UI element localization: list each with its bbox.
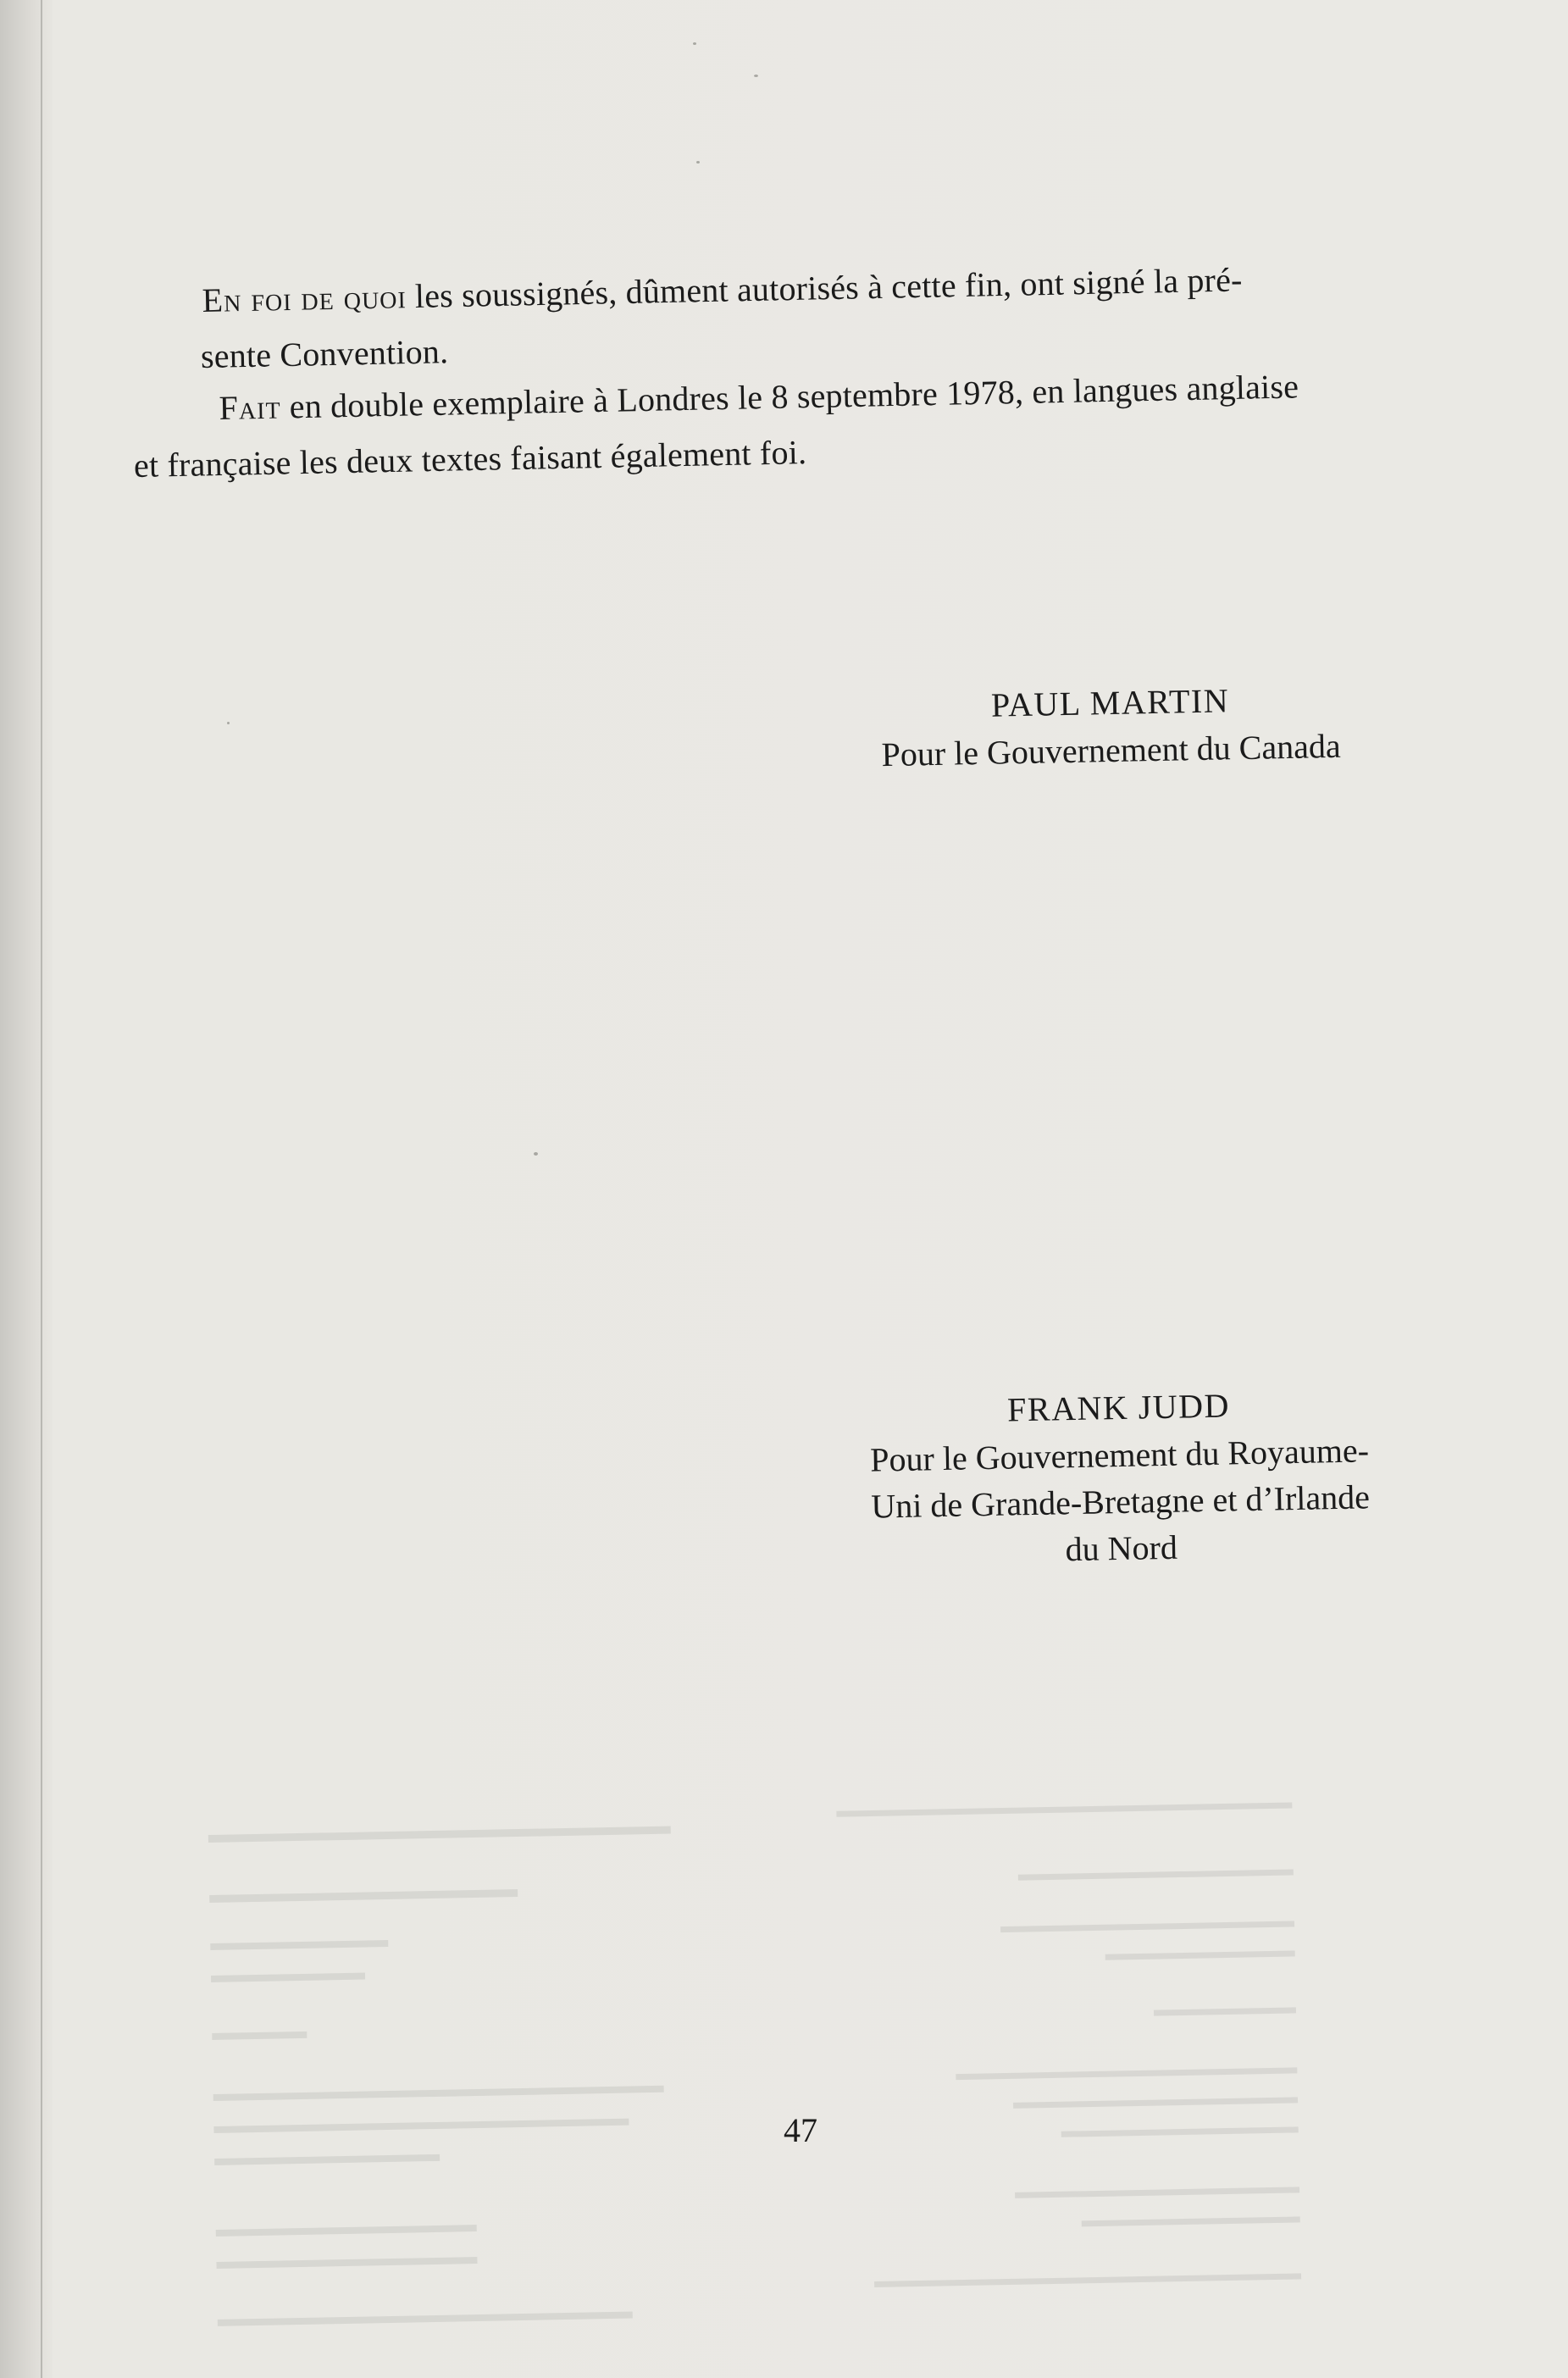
- signature-block-canada: [813, 673, 1408, 779]
- execution-line-2: et française les deux textes faisant également foi.: [133, 433, 807, 485]
- signatory-capacity: Pour le Gouvernement du Canada: [881, 726, 1342, 774]
- testimonium-lead: En foi de quoi: [202, 277, 407, 319]
- signatory-name: FRANK JUDD: [1006, 1386, 1231, 1429]
- testimonium-line-2: sente Convention.: [200, 332, 449, 376]
- execution-lead: Fait: [219, 387, 281, 427]
- testimonium-line-1: les soussignés, dûment autorisés à cette fin, ont signé la pré-: [406, 260, 1243, 316]
- page-number: 47: [784, 2111, 817, 2149]
- signature-block-united-kingdom: [813, 1378, 1427, 1577]
- paper-speck: [227, 722, 230, 724]
- execution-paragraph: [133, 356, 1440, 492]
- show-through-left-column: [208, 1795, 811, 2326]
- show-through-right-column: [817, 1785, 1301, 2288]
- paper-speck: [534, 1152, 538, 1156]
- paper-speck: [696, 161, 700, 164]
- signatory-capacity-line-3: du Nord: [1065, 1527, 1178, 1569]
- signatory-name: PAUL MARTIN: [990, 681, 1230, 724]
- paper-speck: [754, 75, 758, 77]
- signatory-capacity-line-2: Uni de Grande-Bretagne et d’Irlande: [870, 1477, 1371, 1526]
- paper-speck: [693, 42, 696, 45]
- reverse-side-show-through: [208, 1786, 1275, 2247]
- signatory-capacity-line-1: Pour le Gouvernement du Royaume-: [869, 1431, 1370, 1479]
- binding-edge: [41, 0, 42, 2378]
- page-gutter: [0, 0, 53, 2378]
- execution-line-1: en double exemplaire à Londres le 8 septembre 1978, en langues anglaise: [280, 367, 1299, 426]
